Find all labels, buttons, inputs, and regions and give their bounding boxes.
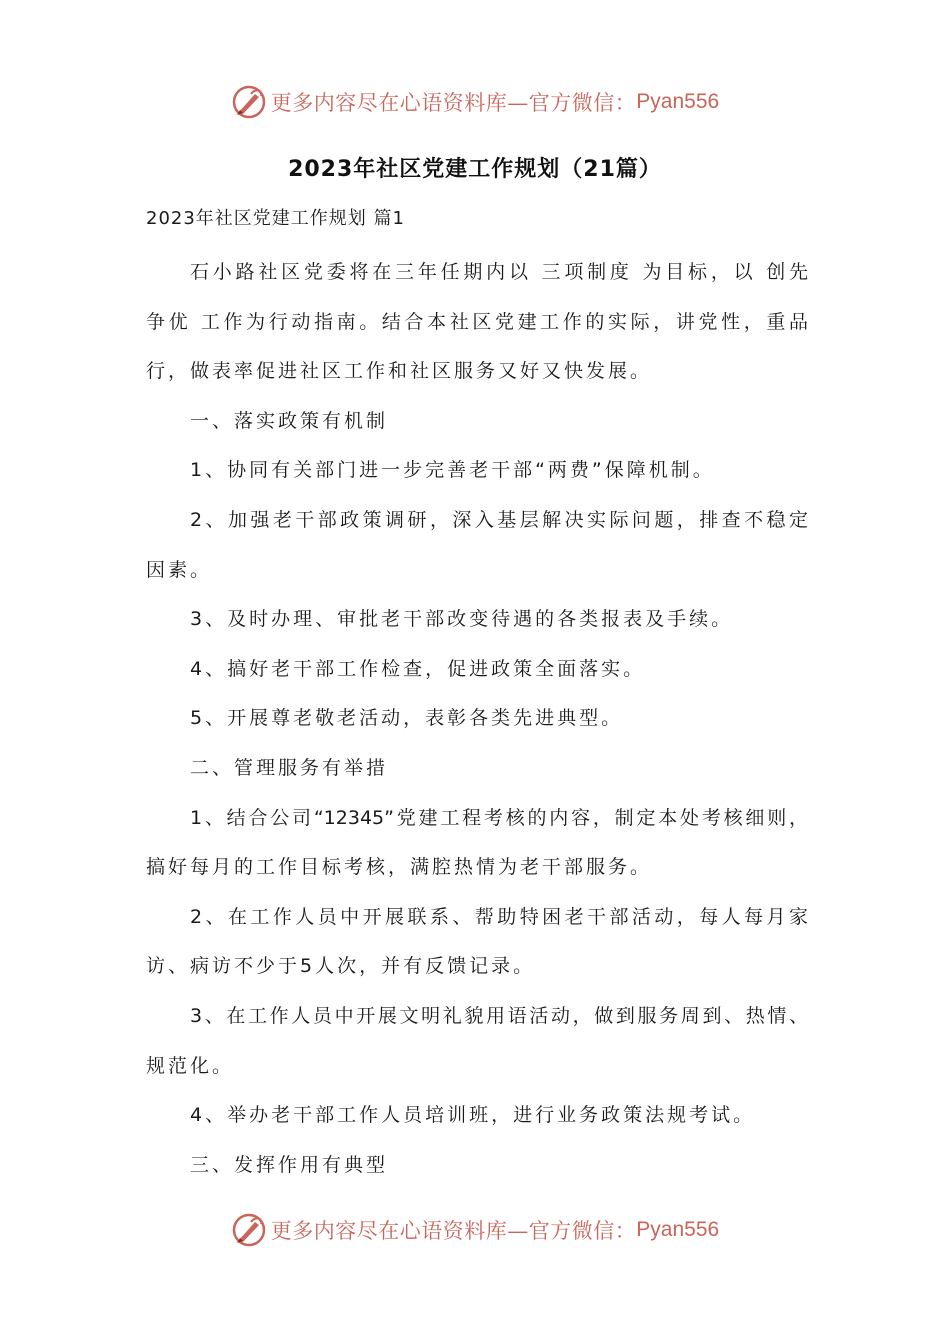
section-heading-2: 二、管理服务有举措 xyxy=(190,756,389,779)
watermark-text: 更多内容尽在心语资料库—官方微信： xyxy=(270,1219,637,1243)
section-heading-3: 三、发挥作用有典型 xyxy=(190,1153,389,1176)
list-item xyxy=(146,794,808,893)
paragraph-line: 访、病访不少于5人次，并有反馈记录。 xyxy=(146,955,536,978)
watermark-handle: Pyan556 xyxy=(636,1218,720,1241)
list-item xyxy=(146,496,808,595)
paragraph-line: 搞好每月的工作目标考核，满腔热情为老干部服务。 xyxy=(146,856,653,879)
section-subtitle: 2023年社区党建工作规划 篇1 xyxy=(146,208,405,229)
paragraph-line: 1、结合公司“12345”党建工程考核的内容，制定本处考核细则， xyxy=(190,806,808,829)
document-body xyxy=(146,198,808,1190)
list-item: 4、举办老干部工作人员培训班，进行业务政策法规考试。 xyxy=(190,1104,756,1127)
watermark-text: 更多内容尽在心语资料库—官方微信： xyxy=(270,91,637,115)
section-heading-1: 一、落实政策有机制 xyxy=(190,409,389,432)
paragraph-line: 因素。 xyxy=(146,558,213,581)
list-item: 5、开展尊老敬老活动，表彰各类先进典型。 xyxy=(190,707,624,730)
document-title: 2023年社区党建工作规划（21篇） xyxy=(288,157,662,182)
pen-logo-icon xyxy=(231,1212,267,1248)
watermark-handle: Pyan556 xyxy=(636,90,720,113)
paragraph-line: 2、加强老干部政策调研，深入基层解决实际问题，排查不稳定 xyxy=(190,508,808,531)
paragraph-intro xyxy=(146,248,808,397)
paragraph-line: 3、在工作人员中开展文明礼貌用语活动，做到服务周到、热情、 xyxy=(190,1004,808,1027)
list-item xyxy=(146,893,808,992)
paragraph-line: 石小路社区党委将在三年任期内以 三项制度 为目标，以 创先 xyxy=(190,261,808,283)
list-item xyxy=(146,992,808,1091)
header-watermark-banner xyxy=(0,80,950,124)
paragraph-line: 争优 工作为行动指南。结合本社区党建工作的实际，讲党性，重品 xyxy=(146,310,808,333)
paragraph-line: 规范化。 xyxy=(146,1054,235,1077)
pen-logo-icon xyxy=(231,84,267,120)
paragraph-line: 2、在工作人员中开展联系、帮助特困老干部活动，每人每月家 xyxy=(190,905,808,928)
footer-watermark-banner xyxy=(0,1208,950,1252)
list-item: 4、搞好老干部工作检查，促进政策全面落实。 xyxy=(190,657,646,680)
paragraph-line: 行，做表率促进社区工作和社区服务又好又快发展。 xyxy=(146,360,653,383)
list-item: 1、协同有关部门进一步完善老干部“两费”保障机制。 xyxy=(190,459,715,482)
list-item: 3、及时办理、审批老干部改变待遇的各类报表及手续。 xyxy=(190,608,734,631)
